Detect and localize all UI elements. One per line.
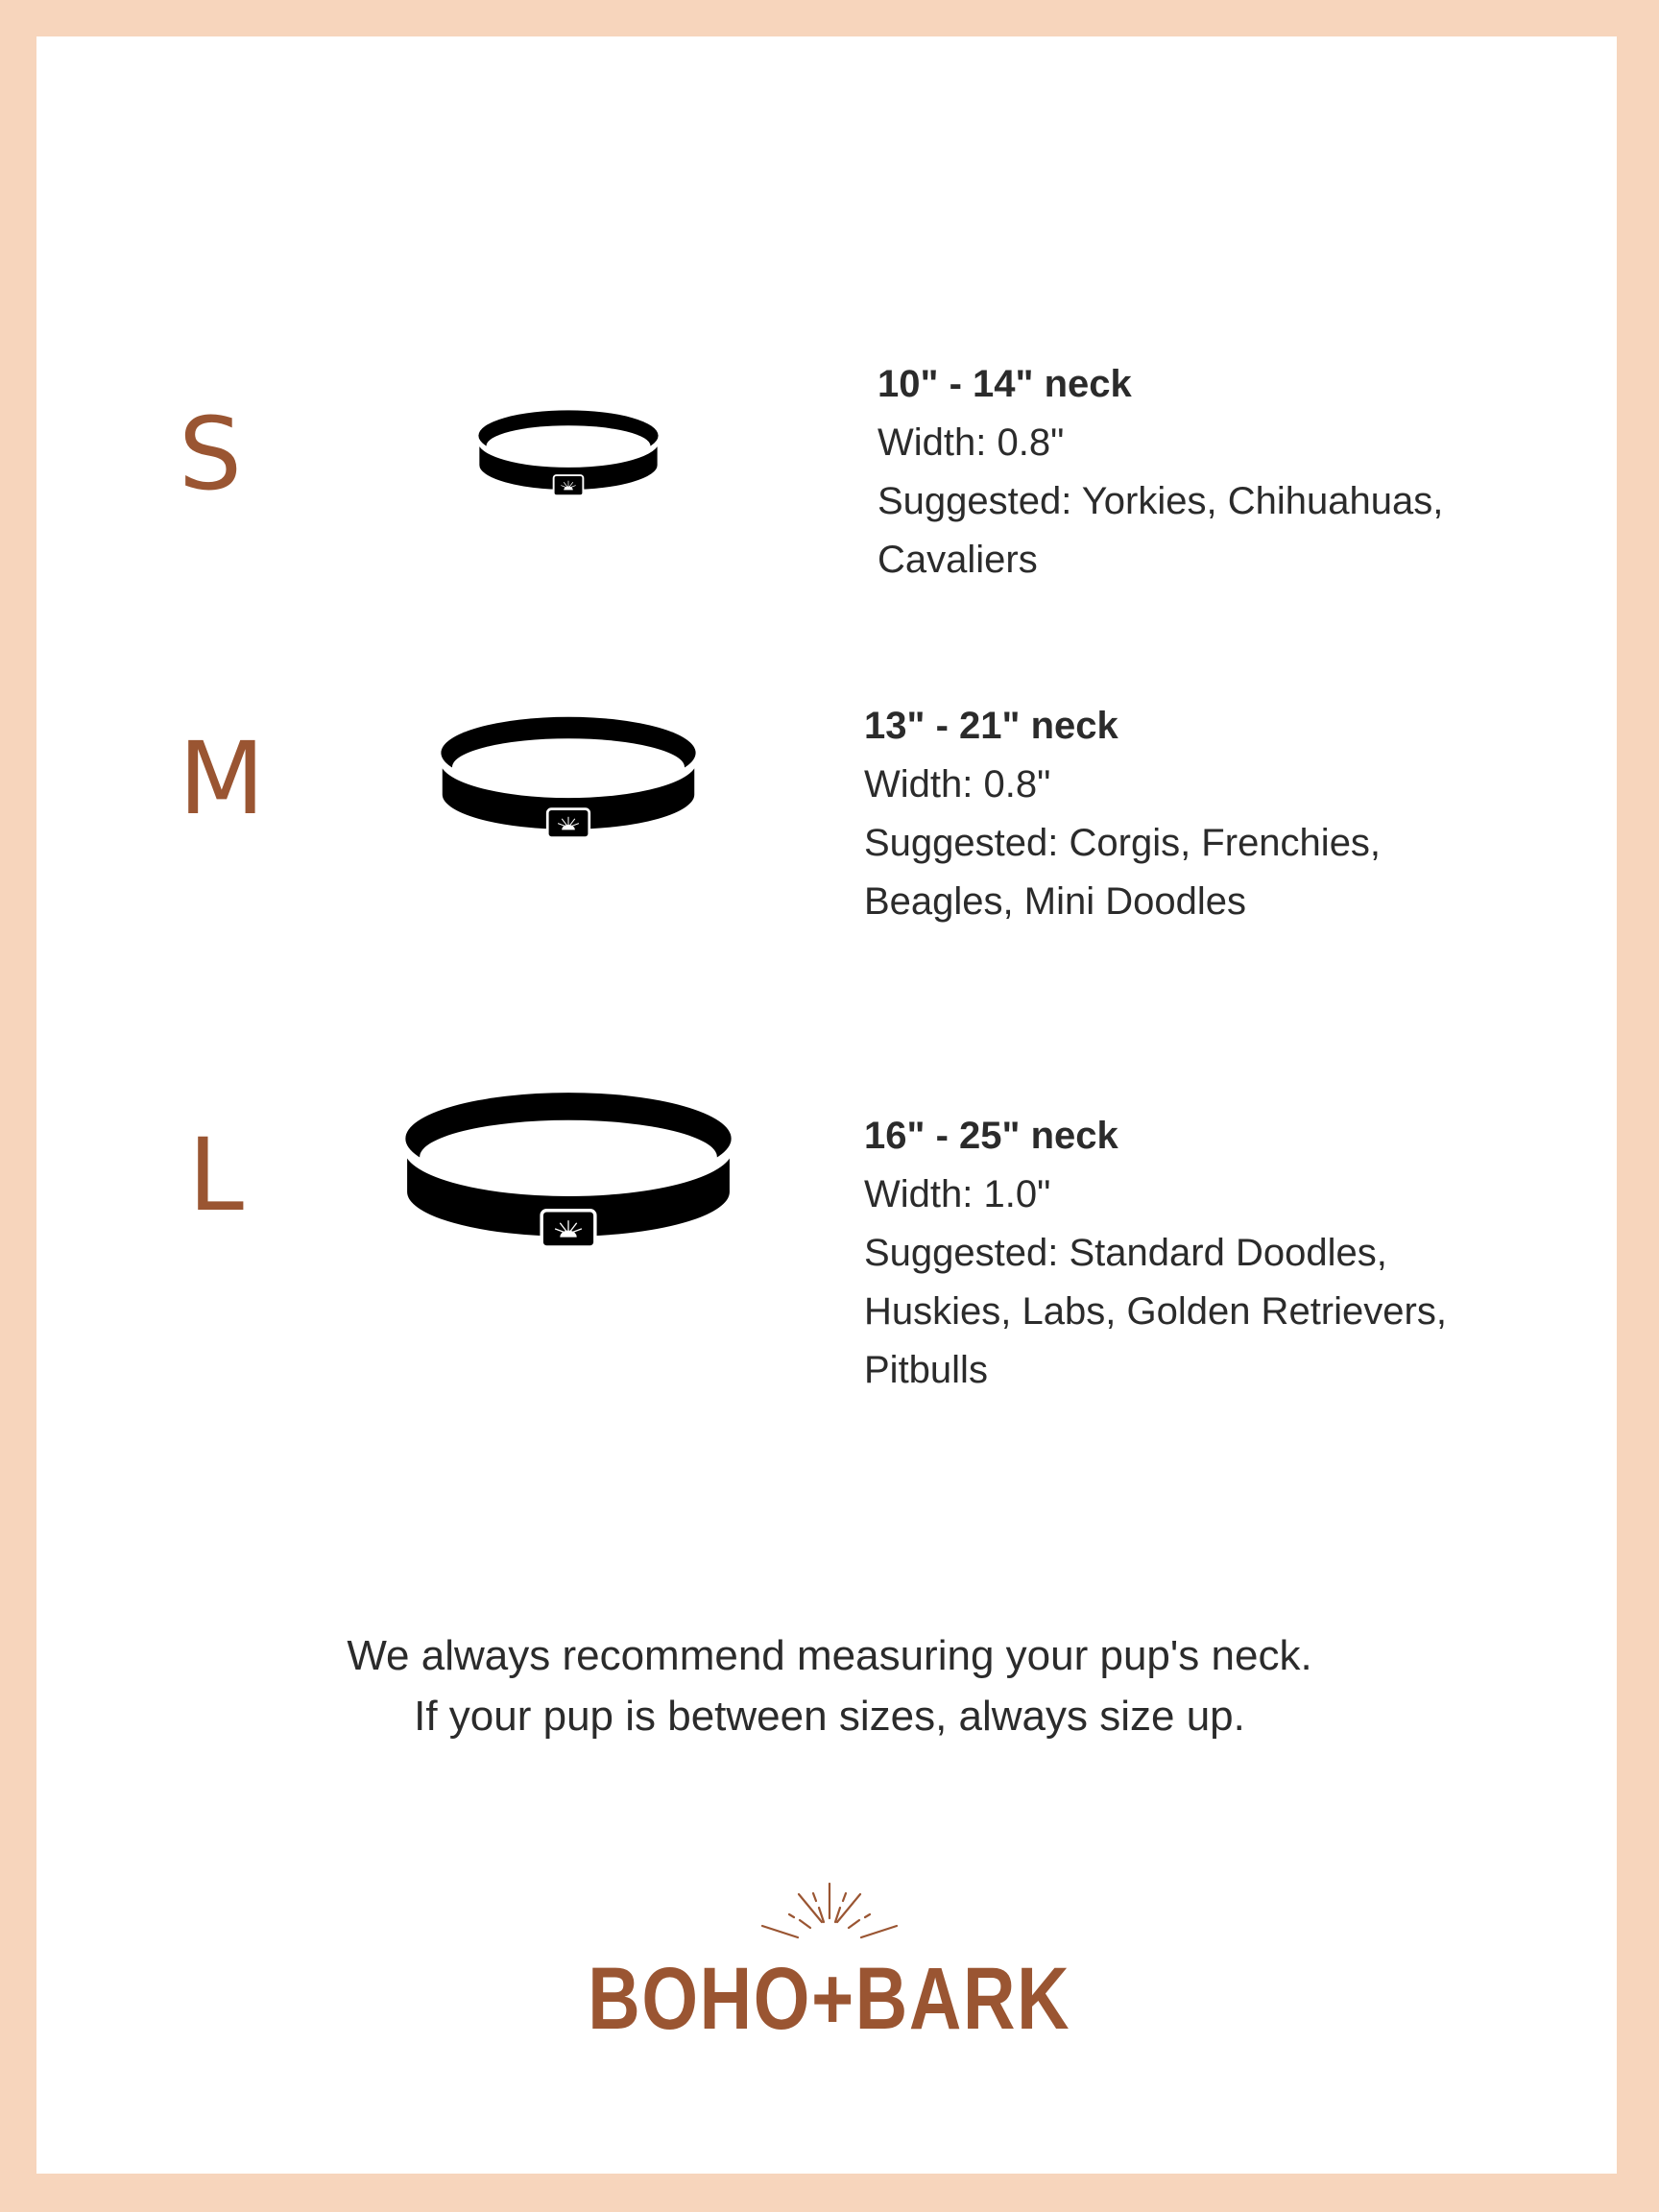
size-l-details [864, 1107, 1447, 1400]
collar-large-icon [397, 1087, 739, 1254]
size-letter-l: L [188, 1117, 244, 1234]
collar-medium-icon [437, 712, 700, 843]
measure-recommendation: We always recommend measuring your pup's neck. [347, 1632, 1312, 1679]
brand-logo [0, 1949, 1659, 2050]
suggested-breeds-cont: Beagles, Mini Doodles [864, 880, 1246, 923]
size-letter-m: M [179, 720, 265, 837]
collar-width: Width: 0.8" [878, 421, 1065, 464]
neck-range: 10" - 14" neck [878, 363, 1132, 405]
suggested-breeds: Suggested: Corgis, Frenchies, [864, 822, 1382, 864]
brand-logo-text: BOHO+BARK [588, 1950, 1071, 2048]
suggested-breeds: Suggested: Standard Doodles, [864, 1232, 1387, 1274]
suggested-breeds-cont: Cavaliers [878, 539, 1038, 581]
neck-range: 13" - 21" neck [864, 705, 1118, 747]
collar-width: Width: 1.0" [864, 1173, 1051, 1215]
size-up-advice: If your pup is between sizes, always size up. [414, 1693, 1245, 1740]
neck-range: 16" - 25" neck [864, 1115, 1118, 1157]
suggested-breeds-cont: Huskies, Labs, Golden Retrievers, [864, 1290, 1447, 1333]
collar-small-icon [475, 407, 661, 499]
suggested-breeds: Suggested: Yorkies, Chihuahuas, [878, 480, 1444, 522]
size-m-details [864, 697, 1381, 931]
size-s-details [878, 355, 1443, 589]
suggested-breeds-cont: Pitbulls [864, 1349, 988, 1391]
collar-width: Width: 0.8" [864, 763, 1051, 805]
sunburst-logo-icon [753, 1880, 906, 1941]
size-letter-s: S [179, 396, 243, 513]
